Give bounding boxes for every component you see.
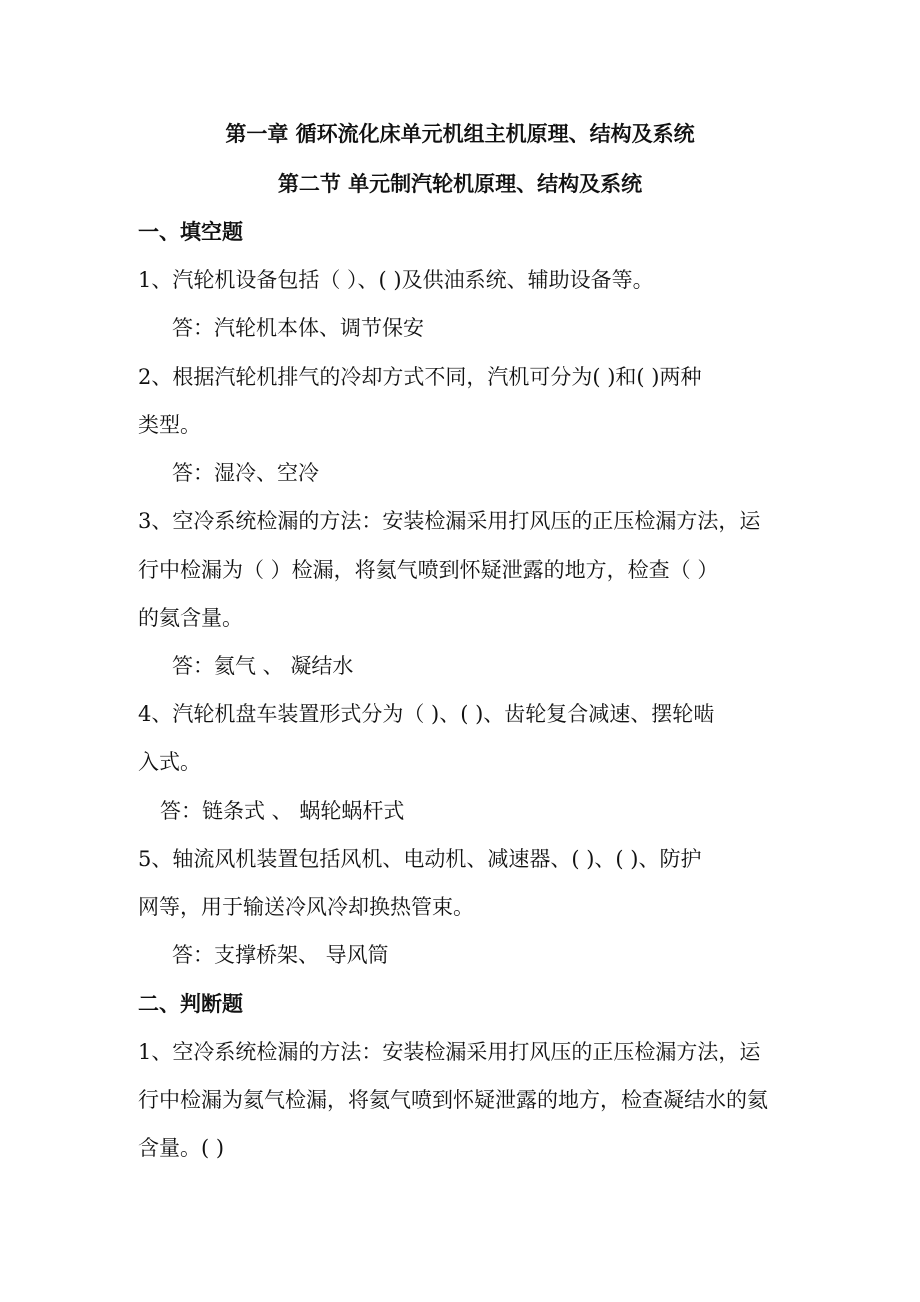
question-2-line-2: 类型。 [138, 413, 201, 437]
question-4-line-1: 4、汽轮机盘车装置形式分为（ )、( )、齿轮复合减速、摆轮啮 [138, 702, 715, 726]
answer-3: 答：氦气 、 凝结水 [172, 654, 354, 678]
part1-heading: 一、填空题 [138, 219, 243, 244]
answer-4: 答：链条式 、 蜗轮蜗杆式 [160, 799, 405, 823]
answer-5: 答：支撑桥架、 导风筒 [172, 943, 389, 967]
question-5-line-2: 网等，用于输送冷风冷却换热管束。 [138, 895, 474, 919]
chapter-title: 第一章 循环流化床单元机组主机原理、结构及系统 [225, 121, 695, 146]
question-3-line-2: 行中检漏为（ ）检漏，将氦气喷到怀疑泄露的地方，检查（ ） [138, 558, 719, 582]
section-title: 第二节 单元制汽轮机原理、结构及系统 [277, 171, 643, 196]
question-2-line-1: 2、根据汽轮机排气的冷却方式不同，汽机可分为( )和( )两种 [138, 365, 702, 389]
answer-1: 答：汽轮机本体、调节保安 [172, 316, 424, 340]
judgment-1-line-2: 行中检漏为氦气检漏，将氦气喷到怀疑泄露的地方，检查凝结水的氦 [138, 1088, 768, 1112]
question-4-line-2: 入式。 [138, 750, 201, 774]
answer-2: 答：湿冷、空冷 [172, 461, 319, 485]
judgment-1-line-1: 1、空冷系统检漏的方法：安装检漏采用打风压的正压检漏方法，运 [138, 1040, 761, 1064]
judgment-1-line-3: 含量。( ) [138, 1136, 225, 1160]
question-3-line-3: 的氦含量。 [138, 606, 243, 630]
part2-heading: 二、判断题 [138, 991, 243, 1016]
question-5-line-1: 5、轴流风机装置包括风机、电动机、减速器、( )、( )、防护 [138, 847, 702, 871]
question-3-line-1: 3、空冷系统检漏的方法：安装检漏采用打风压的正压检漏方法，运 [138, 509, 761, 533]
question-1: 1、汽轮机设备包括（ ）、( )及供油系统、辅助设备等。 [138, 268, 654, 292]
